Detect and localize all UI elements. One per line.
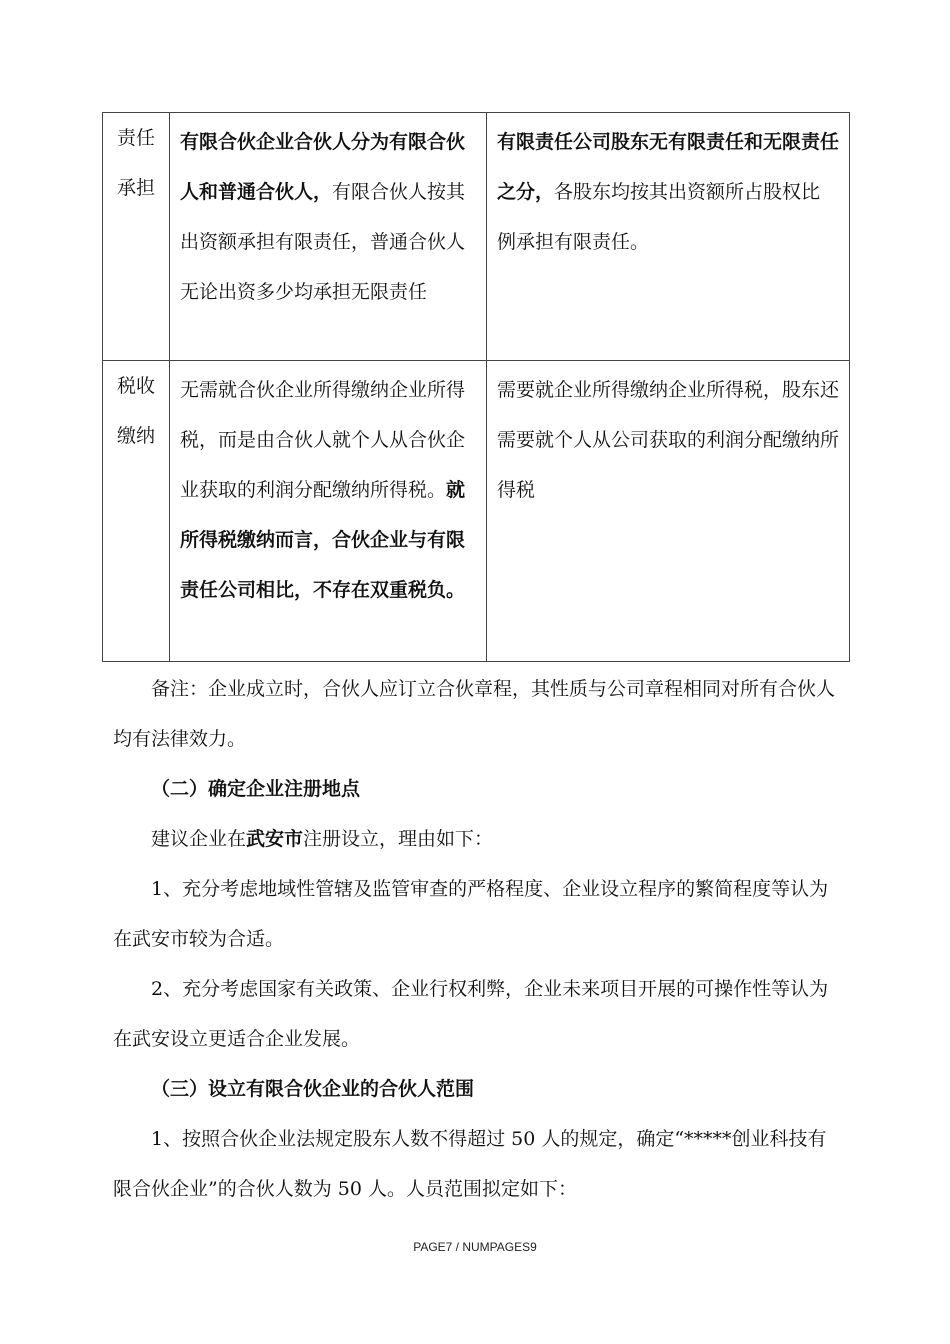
page-footer: PAGE7 / NUMPAGES9 xyxy=(413,1240,537,1254)
table-row-tax xyxy=(103,361,850,662)
row-label: 税收缴纳 xyxy=(116,375,155,447)
partnership-liability-text: 有限合伙人按其出资额承担有限责任，普通合伙人无论出资多少均承担无限责任 xyxy=(180,181,466,303)
section2-item2: 2、充分考虑国家有关政策、企业行权利弊，企业未来项目开展的可操作性等认为在武安设立更适合企业发展。 xyxy=(113,978,829,1050)
intro-after: 注册设立，理由如下： xyxy=(303,828,494,850)
partnership-tax-text: 无需就合伙企业所得缴纳企业所得税，而是由合伙人就个人从合伙企业获取的利润分配缴纳所得税。 xyxy=(180,379,466,501)
section2-item1: 1、充分考虑地域性管辖及监管审查的严格程度、企业设立程序的繁简程度等认为在武安市较为合适。 xyxy=(113,878,829,950)
row-label-cell xyxy=(103,361,170,662)
partnership-cell xyxy=(170,113,487,361)
company-cell xyxy=(487,113,850,361)
intro-city: 武安市 xyxy=(246,828,304,850)
partnership-cell xyxy=(170,361,487,662)
section3-item1: 1、按照合伙企业法规定股东人数不得超过 50 人的规定，确定“*****创业科技有限合伙企业”的合伙人数为 50 人。人员范围拟定如下： xyxy=(113,1128,827,1200)
section3-heading: （三）设立有限合伙企业的合伙人范围 xyxy=(151,1078,475,1100)
section2-heading: （二）确定企业注册地点 xyxy=(151,778,361,800)
comparison-table xyxy=(102,112,850,662)
company-cell xyxy=(487,361,850,662)
row-label-cell xyxy=(103,113,170,361)
note-paragraph: 备注：企业成立时，合伙人应订立合伙章程，其性质与公司章程相同对所有合伙人均有法律效力。 xyxy=(113,678,836,750)
section2-intro xyxy=(113,814,840,864)
intro-before: 建议企业在 xyxy=(151,828,247,850)
company-tax-text: 需要就企业所得缴纳企业所得税，股东还需要就个人从公司获取的利润分配缴纳所得税 xyxy=(497,379,840,501)
partnership-liability-bold: 有限合伙企业合伙人分为有限合伙人和普通合伙人， xyxy=(180,131,466,203)
partnership-tax-bold: 就所得税缴纳而言，合伙企业与有限责任公司相比，不存在双重税负。 xyxy=(180,479,466,601)
company-liability-bold: 有限责任公司股东无有限责任和无限责任之分， xyxy=(497,131,840,203)
company-liability-text: 各股东均按其出资额所占股权比例承担有限责任。 xyxy=(497,181,821,253)
table-row-liability xyxy=(103,113,850,361)
row-label: 责任承担 xyxy=(116,127,155,199)
